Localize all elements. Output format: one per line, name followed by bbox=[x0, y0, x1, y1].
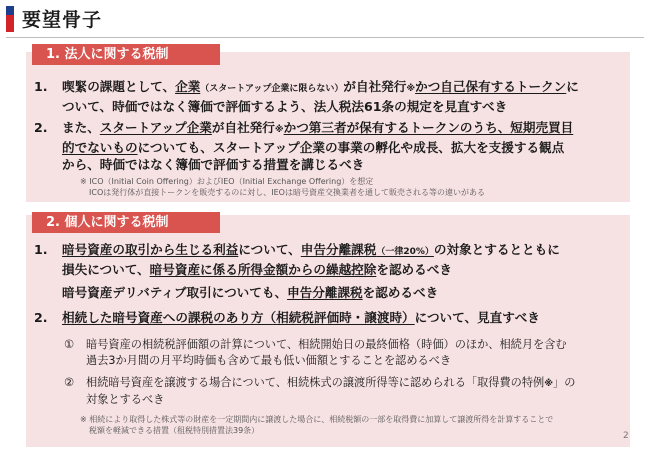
individual-item-1-line-2: 損失について、暗号資産に係る所得金額からの繰越控除を認めるべき bbox=[62, 262, 452, 277]
section-individual-tax: 2. 個人に関する税制 1. 暗号資産の取引から生じる利益について、申告分離課税（一律20%）の対象とするとともに 損失について、暗号資産に係る所得金額からの繰越控除を認めるべき 暗号資産デリバティブ取引についても、申告分離課税を認めるべき 2. 相続した暗号資産への課税のあり方（相続税評価時・譲渡時）について、見直すべき ① 暗号資産の相続税評価額の計算について、相続開始日の最終価格（時価）のほか、相続月を含む 過去3か月間の月平均時価も含めて最も低い価額とすることを認めるべき ② 相続暗号資産を譲渡する場合について、相続株式の譲渡所得等に認められる「取得費の特例※」の 対象とするべき ※ 相続により取得した株式等の財産を一定期間内に譲渡した場合に、相続税額の一部を取得費に加算して譲渡所得を計算することで 税額を軽減できる措置（租税特別措置法39条） bbox=[26, 215, 630, 447]
corporate-item-2-line-1: また、スタートアップ企業が自社発行※かつ第三者が保有するトークンのうち、短期売買目 bbox=[62, 120, 574, 135]
individual-footnote: ※ 相続により取得した株式等の財産を一定期間内に譲渡した場合に、相続税額の一部を取得費に加算して譲渡所得を計算することで 税額を軽減できる措置（租税特別措置法39条） bbox=[80, 415, 554, 435]
section-tab-corporate: 1. 法人に関する税制 bbox=[32, 44, 220, 65]
corporate-item-2-line-3: から、時価ではなく簿価で評価する措置を講じるべき bbox=[62, 157, 365, 172]
subitem-number: ② bbox=[64, 376, 75, 389]
individual-item-1-line-1: 暗号資産の取引から生じる利益について、申告分離課税（一律20%）の対象とするとともに bbox=[62, 242, 560, 257]
corporate-footnote: ※ ICO（Initial Coin Offering）およびIEO（Initial Exchange Offering）を想定 ICOは発行体が直接トークンを販売するのに対し、IEOは暗号資産交換業者を通して販売される等の違いがある bbox=[80, 177, 485, 197]
item-number: 2. bbox=[34, 120, 48, 135]
corporate-item-1-line-2: ついて、時価ではなく簿価で評価するよう、法人税法61条の規定を見直すべき bbox=[62, 99, 508, 114]
page-number: 2 bbox=[623, 431, 629, 441]
individual-item-2-line: 相続した暗号資産への課税のあり方（相続税評価時・譲渡時）について、見直すべき bbox=[62, 310, 540, 325]
corporate-item-2-line-2: 的でないものについても、スタートアップ企業の事業の孵化や成長、拡大を支援する観点 bbox=[62, 140, 565, 155]
header-flag-icon bbox=[6, 6, 14, 32]
subitem-number: ① bbox=[64, 338, 75, 351]
section-corporate-tax bbox=[26, 47, 630, 202]
page-title: 要望骨子 bbox=[22, 9, 103, 31]
item-number: 2. bbox=[34, 310, 48, 325]
title-divider bbox=[6, 37, 644, 38]
section-tab-individual: 2. 個人に関する税制 bbox=[32, 212, 220, 233]
item-number: 1. bbox=[34, 242, 48, 257]
individual-item-1-line-3: 暗号資産デリバティブ取引についても、申告分離課税を認めるべき bbox=[62, 285, 439, 300]
corporate-item-1-line-1: 喫緊の課題として、企業（スタートアップ企業に限らない）が自社発行※かつ自己保有するトークンに bbox=[62, 79, 579, 94]
item-number: 1. bbox=[34, 79, 48, 94]
